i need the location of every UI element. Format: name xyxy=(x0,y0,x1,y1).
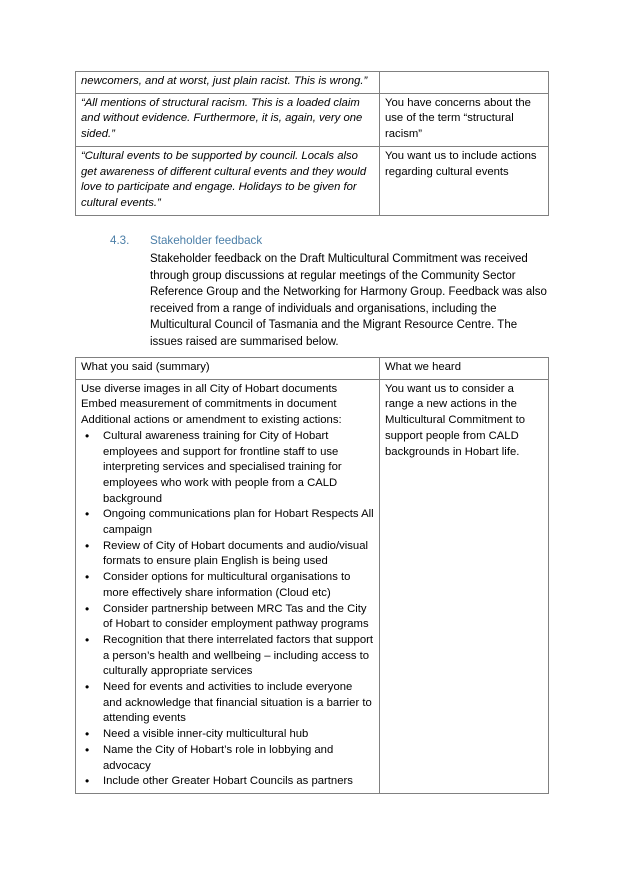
table-row xyxy=(76,379,549,793)
quotes-table xyxy=(75,71,549,216)
section-paragraph: Stakeholder feedback on the Draft Multicultural Commitment was received through group discussions at regular meetings of the Community Sector Reference Group and the Networking for Harmony Group. Feedback was also received from a range of individuals and organisations, including the Multicultural Council of Tasmania and the Migrant Resource Centre. The issues raised are summarised below. xyxy=(150,253,547,348)
list-item: • Name the City of Hobart’s role in lobbying and advocacy xyxy=(81,743,374,774)
list-item: • Ongoing communications plan for Hobart Respects All campaign xyxy=(81,507,374,538)
list-item: • Consider options for multicultural organisations to more effectively share information (Cloud etc) xyxy=(81,570,374,601)
feedback-summary-cell xyxy=(76,379,380,793)
summary-line: Use diverse images in all City of Hobart documents xyxy=(81,382,338,395)
table-header-row xyxy=(76,358,549,380)
response-cell: You want us to include actions regarding cultural events xyxy=(380,146,549,215)
list-item: • Cultural awareness training for City of Hobart employees and support for frontline staff to use interpreting services and specialised training for employees who work with people from a CALD background xyxy=(81,429,374,508)
summary-line: Additional actions or amendment to existing actions: xyxy=(81,414,342,427)
quote-cell: “Cultural events to be supported by council. Locals also get awareness of different cultural events and they would love to participate and engage. Holidays to be given for cultural events.” xyxy=(76,146,380,215)
section-heading xyxy=(0,234,622,251)
column-header-what-we-heard: What we heard xyxy=(380,358,549,380)
list-item: • Include other Greater Hobart Councils as partners xyxy=(81,774,374,790)
list-item: • Need a visible inner-city multicultural hub xyxy=(81,727,374,743)
quote-cell: “All mentions of structural racism. This is a loaded claim and without evidence. Furthermore, it is, again, very one sided.” xyxy=(76,93,380,146)
table-row xyxy=(76,93,549,146)
table-row xyxy=(76,146,549,215)
response-cell: You have concerns about the use of the term “structural racism” xyxy=(380,93,549,146)
section-4-3 xyxy=(0,234,622,351)
list-item: • Need for events and activities to include everyone and acknowledge that financial situation is a barrier to attending events xyxy=(81,680,374,727)
feedback-response-cell: You want us to consider a range a new actions in the Multicultural Commitment to support people from CALD backgrounds in Hobart life. xyxy=(380,379,549,793)
response-cell xyxy=(380,72,549,94)
section-title: Stakeholder feedback xyxy=(150,234,263,247)
section-number: 4.3. xyxy=(110,234,130,247)
stakeholder-feedback-table xyxy=(75,357,549,794)
table-row xyxy=(76,72,549,94)
list-item: • Recognition that there interrelated factors that support a person’s health and wellbeing – including access to culturally appropriate services xyxy=(81,633,374,680)
list-item: • Review of City of Hobart documents and audio/visual formats to ensure plain English is being used xyxy=(81,539,374,570)
list-item: • Consider partnership between MRC Tas and the City of Hobart to consider employment pathway programs xyxy=(81,602,374,633)
summary-line: Embed measurement of commitments in document xyxy=(81,398,337,411)
quote-cell: newcomers, and at worst, just plain racist. This is wrong.” xyxy=(76,72,380,94)
column-header-what-you-said: What you said (summary) xyxy=(76,358,380,380)
feedback-bullet-list xyxy=(81,429,374,790)
